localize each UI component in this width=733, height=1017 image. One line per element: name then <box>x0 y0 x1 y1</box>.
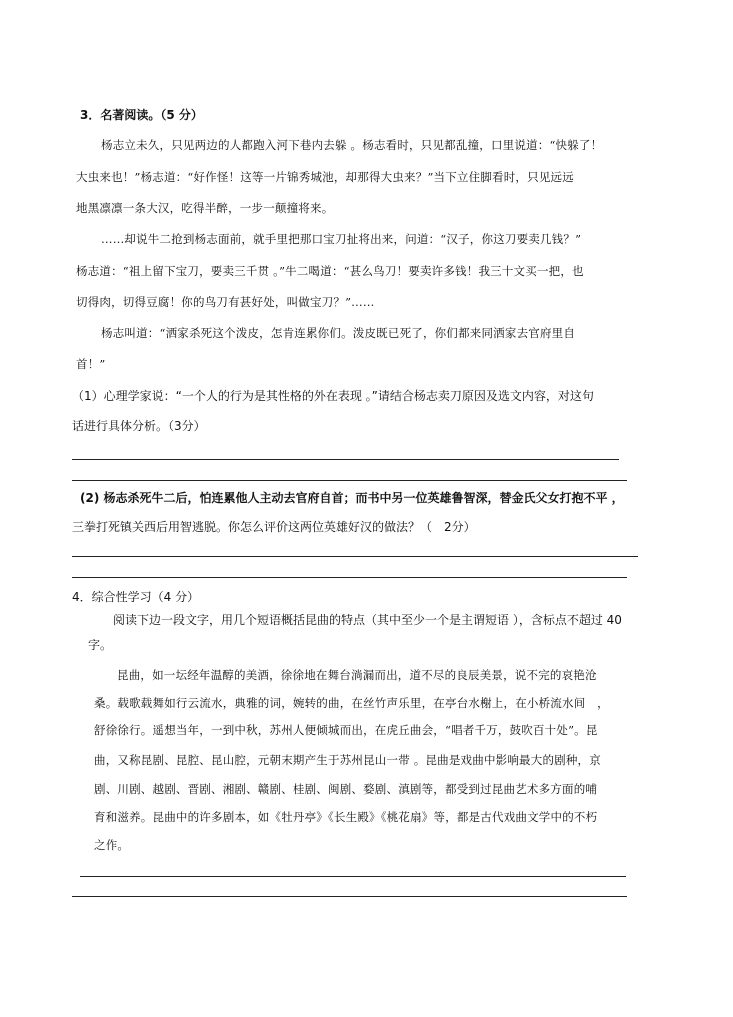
q3-passage-line: 杨志立未久，只见两边的人都跑入河下巷内去躲 。杨志看时，只见都乱撞，口里说道：“快躲了！ <box>101 138 603 152</box>
q4-passage-line: 剧、川剧、越剧、晋剧、湘剧、赣剧、桂剧、闽剧、婺剧、滇剧等，都受到过昆曲艺术多方面的哺 <box>94 782 598 796</box>
answer-line[interactable] <box>80 876 626 877</box>
q4-title: 4．综合性学习（4 分） <box>72 590 200 604</box>
q4-passage-line: 育和滋养。昆曲中的许多剧本，如《牡丹亭》《长生殿》《桃花扇》等，都是古代戏曲文学中的不朽 <box>94 810 598 824</box>
answer-line[interactable] <box>72 556 638 557</box>
q3-passage-line: 首！” <box>76 357 106 371</box>
q3-sub1-question: 话进行具体分析。（3分） <box>72 419 206 433</box>
q4-passage-line: 舒徐徐行。遥想当年，一到中秋，苏州人便倾城而出，在虎丘曲会，“唱者千万，鼓吹百十处”。昆 <box>94 723 598 737</box>
q3-sub2-question: 三拳打死镇关西后用智逃脱。你怎么评价这两位英雄好汉的做法？（ 2分） <box>72 520 476 534</box>
q3-passage-line: 切得肉，切得豆腐！你的鸟刀有甚好处，叫做宝刀？”…… <box>76 295 375 309</box>
q3-passage-line: 杨志道：“祖上留下宝刀，要卖三千贯 。”牛二喝道：“甚么鸟刀！要卖许多钱！我三十文买一把，也 <box>76 264 584 278</box>
q3-sub1-question: （1）心理学家说：“一个人的行为是其性格的外在表现 。”请结合杨志卖刀原因及选文内容，对这句 <box>72 389 594 403</box>
q3-sub2-question: (2) 杨志杀死牛二后，怕连累他人主动去官府自首；而书中另一位英雄鲁智深，替金氏父女打抱不平 ， <box>80 491 624 505</box>
q3-title: 3．名著阅读。（5 分） <box>80 108 203 122</box>
q4-passage-line: 曲，又称昆剧、昆腔、昆山腔，元朝末期产生于苏州昆山一带 。昆曲是戏曲中影响最大的剧种，京 <box>94 753 601 767</box>
answer-line[interactable] <box>72 577 627 578</box>
q3-passage-line: ……却说牛二抢到杨志面前，就手里把那口宝刀扯将出来，问道：“汉子，你这刀要卖几钱？” <box>101 232 582 246</box>
q4-passage-line: 昆曲，如一坛经年温醇的美酒，徐徐地在舞台淌漏而出，道不尽的良辰美景，说不完的哀艳沧 <box>117 668 597 682</box>
answer-line[interactable] <box>72 480 627 481</box>
q4-instruction: 字。 <box>88 638 113 652</box>
q4-instruction: 阅读下边一段文字，用几个短语概括昆曲的特点（其中至少一个是主谓短语 ），含标点不超过 40 <box>113 613 622 627</box>
q3-passage-line: 地黑凛凛一条大汉，吃得半醉，一步一颠撞将来。 <box>76 201 334 215</box>
q4-passage-line: 桑。载歌载舞如行云流水，典雅的词，婉转的曲，在丝竹声乐里，在亭台水榭上，在小桥流水间 ， <box>94 696 609 710</box>
q4-passage-line: 之作。 <box>94 838 130 852</box>
q3-passage-line: 杨志叫道：“洒家杀死这个泼皮，怎肯连累你们。泼皮既已死了，你们都来同洒家去官府里自 <box>101 326 576 340</box>
answer-line[interactable] <box>72 896 627 897</box>
q3-passage-line: 大虫来也！”杨志道：“好作怪！这等一片锦秀城池，却那得大虫来？”当下立住脚看时，只见远远 <box>76 170 574 184</box>
answer-line[interactable] <box>72 459 619 460</box>
